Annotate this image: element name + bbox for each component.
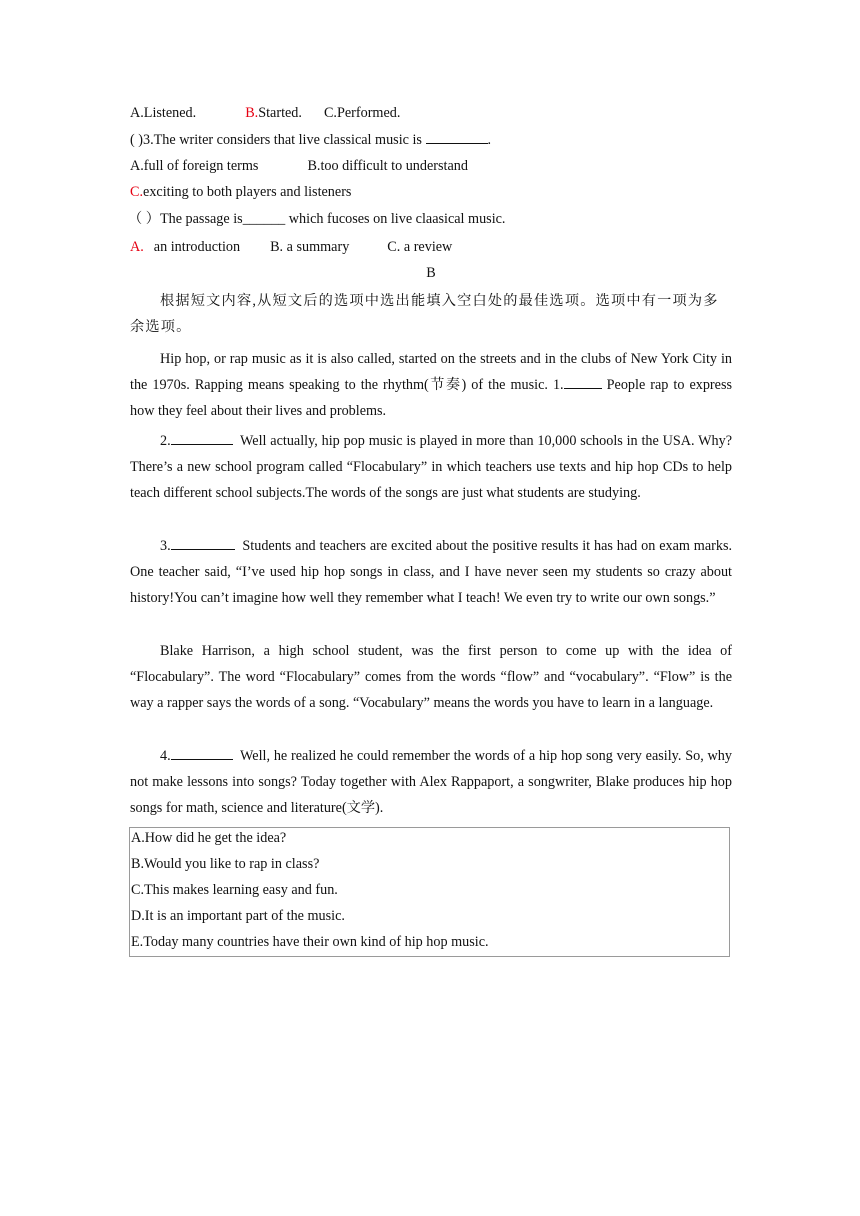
q3-answer-letter: C.	[130, 184, 144, 200]
instruction-text: 根据短文内容,从短文后的选项中选出能填入空白处的最佳选项。选项中有一项为多余选项。	[130, 293, 719, 336]
paragraph-5	[130, 743, 732, 822]
q4-paren: （ ）	[128, 211, 160, 227]
paragraph-2-text: Well actually, hip pop music is played in more than 10,000 schools in the USA. Why? There’s a new school program called “Flocabulary” in which teachers use texts and hip hop CDs to help teach different school subjects.The words of the songs are just what students are studying.	[130, 433, 732, 502]
option-c: C.This makes learning easy and fun.	[131, 882, 338, 898]
paragraph-1-text: Hip hop, or rap music as it is also called, started on the streets and in the clubs of New York City in the 1970s. Rapping means speaking to the rhythm(节奏) of the music. 1.	[130, 351, 732, 394]
q3-end: .	[487, 132, 492, 148]
option-b: B.Would you like to rap in class?	[131, 856, 320, 872]
q2-option-c: C.Performed.	[323, 105, 401, 121]
q3-option-a: A.full of foreign terms	[130, 158, 259, 174]
option-d: D.It is an important part of the music.	[131, 908, 345, 924]
blank-2	[171, 430, 233, 445]
paragraph-4-text: Blake Harrison, a high school student, was the first person to come up with the idea of “Flocabulary”. The word “Flocabulary” comes from the words “flow” and “vocabulary”. “Flow” is the way a rapper says the words of a song. “Vocabulary” means the words you have to learn in a language.	[130, 643, 732, 712]
paragraph-4	[130, 638, 732, 717]
q3-blank	[426, 129, 488, 144]
q4-text-after: which fucoses on live claasical music.	[285, 211, 506, 227]
q4-option-a: an introduction	[153, 239, 241, 255]
q2-option-a: A.Listened.	[130, 105, 197, 121]
q4-options	[130, 237, 452, 257]
q4-text-before: The passage is	[159, 211, 243, 227]
q3-options-ab	[130, 156, 468, 176]
paragraph-2	[130, 428, 732, 507]
blank-3-number: 3.	[160, 538, 171, 554]
paragraph-5-text: Well, he realized he could remember the words of a hip hop song very easily. So, why not make lessons into songs? Today together with Alex Rappaport, a songwriter, Blake produces hip hop songs for math, science and literature(文学).	[130, 748, 732, 817]
blank-2-number: 2.	[160, 433, 171, 449]
q3-text: 3.The writer considers that live classical music is	[143, 132, 422, 148]
q3-option-c-line	[130, 182, 351, 202]
paragraph-1-text-after: People rap to express how they feel about their lives and problems.	[130, 377, 733, 420]
blank-4	[171, 745, 233, 760]
option-e: E.Today many countries have their own kind of hip hop music.	[131, 934, 489, 950]
q4-option-c: C. a review	[387, 239, 453, 255]
q2-option-b: Started.	[258, 105, 302, 121]
paragraph-3-text: Students and teachers are excited about the positive results it has had on exam marks. One teacher said, “I’ve used hip hop songs in class, and I have never seen my students so crazy about history!You can’t imagine how well they remember what I teach! We even try to write our own songs.”	[130, 538, 733, 607]
q2-answer-letter: B.	[245, 105, 259, 121]
q3-option-c: exciting to both players and listeners	[143, 184, 352, 200]
q4-option-b: B. a summary	[270, 239, 350, 255]
blank-1	[564, 374, 602, 389]
q3-stem	[130, 129, 491, 150]
instruction	[130, 288, 732, 340]
q4-blank: ______	[242, 211, 286, 227]
blank-3	[171, 535, 235, 550]
q3-paren: ( )	[130, 132, 143, 148]
q4-answer-letter: A.	[130, 239, 144, 255]
blank-4-number: 4.	[160, 748, 171, 764]
q2-options	[130, 103, 400, 123]
options-box	[129, 827, 730, 957]
q3-option-b: B.too difficult to understand	[307, 158, 468, 174]
paragraph-3	[130, 533, 732, 612]
option-a: A.How did he get the idea?	[131, 830, 287, 846]
section-heading: B	[426, 265, 436, 281]
paragraph-1	[130, 346, 732, 425]
q4-stem	[128, 209, 505, 229]
